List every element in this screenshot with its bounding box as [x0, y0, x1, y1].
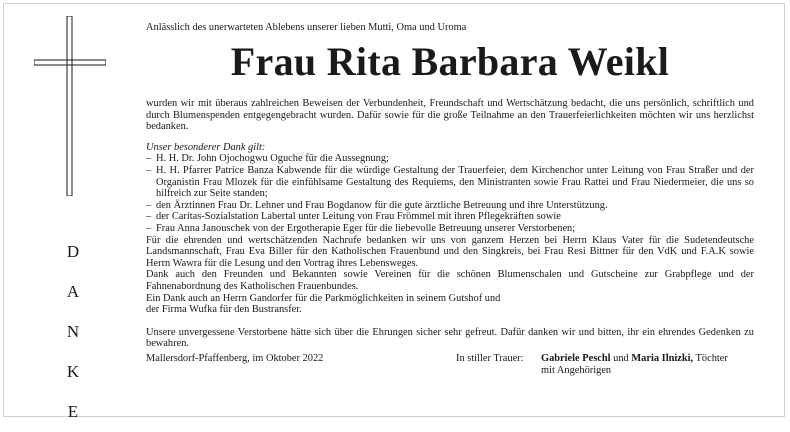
list-item: – H. H. Dr. John Ojochogwu Oguche für die Aussegnung;	[146, 153, 754, 165]
closing-paragraph: Unsere unvergessene Verstorbene hätte sich über die Ehrungen sicher sehr gefreut. Dafür danken wir und bitten, ihr ein ehrendes Gedenken zu bewahren.	[146, 326, 754, 350]
mourner-names	[541, 353, 763, 376]
special-thanks-list	[146, 153, 754, 234]
general-thanks: wurden wir mit überaus zahlreichen Beweisen der Verbundenheit, Freundschaft und Wertschätzung bedacht, die uns persönlich, schriftlich und durch Blumenspenden entgegengebracht wurden. Dafür sowie für die große Teilnahme an den Trauerfeierlichkeiten möchten wir uns herzlichst bedanken.	[146, 98, 754, 133]
honors-paragraph: Für die ehrenden und wertschätzenden Nachrufe bedanken wir uns von ganzem Herzen bei Herrn Klaus Vater für die Sudetendeutsche Landsmannschaft, Frau Eva Biller für den Katholischen Frauenbund und den Singkreis, bei Frau Resi Bittner für den VdK und F.A.K sowie Herrn Wawra für die Lesung und den Vortrag ihres Lebensweges.	[146, 234, 754, 269]
danke-vertical	[62, 232, 84, 432]
list-item: – H. H. Pfarrer Patrice Banza Kabwende für die würdige Gestaltung der Trauerfeier, dem Kirchenchor unter Leitung von Frau Straßer und der Organistin Frau Mlozek für die einfühlsame Gestaltung des Requiems, den Ministranten sowie Frau Rattei und Frau Niedermeier, die uns so hilfreich zur Seite standen;	[146, 165, 754, 200]
list-item: – der Caritas-Sozialstation Labertal unter Leitung von Frau Frömmel mit ihren Pflegekräften sowie	[146, 211, 754, 223]
mourner-name: Gabriele Peschl	[541, 353, 611, 364]
cross-icon	[34, 16, 106, 196]
deceased-name: Frau Rita Barbara Weikl	[230, 39, 670, 84]
mourners	[456, 353, 728, 376]
list-item: – Frau Anna Janouschek von der Ergotherapie Eger für die liebevolle Betreuung unserer Verstorbenen;	[146, 223, 754, 235]
intro-line: Anlässlich des unerwarteten Ablebens unserer lieben Mutti, Oma und Uroma	[146, 22, 467, 33]
mourner-name: Maria Ilnizki,	[631, 353, 694, 364]
special-thanks-heading: Unser besonderer Dank gilt:	[146, 141, 266, 153]
notice-body	[146, 98, 754, 350]
danke-letter: D	[66, 242, 80, 261]
mourning-label: In stiller Trauer:	[456, 353, 524, 364]
wufka-line: der Firma Wufka für den Bustransfer.	[146, 304, 302, 316]
danke-letter: K	[66, 362, 80, 381]
conjunction: und	[613, 353, 629, 364]
danke-letter: E	[67, 402, 79, 421]
relation: Töchter	[695, 353, 728, 364]
friends-paragraph: Dank auch den Freunden und Bekannten sowie Vereinen für die schönen Blumenschalen und Gutscheine zur Grabpflege und der Fahnenabordnung des Katholischen Frauenbundes.	[146, 269, 754, 292]
relatives-line: mit Angehörigen	[541, 364, 612, 376]
list-item: – den Ärztinnen Frau Dr. Lehner und Frau Bogdanow für die gute ärztliche Betreuung und ihre Unterstützung.	[146, 200, 754, 212]
danke-letter: A	[66, 282, 80, 301]
place-date: Mallersdorf-Pfaffenberg, im Oktober 2022	[146, 353, 324, 364]
gandorfer-line: Ein Dank auch an Herrn Gandorfer für die Parkmöglichkeiten in seinem Gutshof und	[146, 292, 501, 304]
danke-letter: N	[66, 322, 80, 341]
